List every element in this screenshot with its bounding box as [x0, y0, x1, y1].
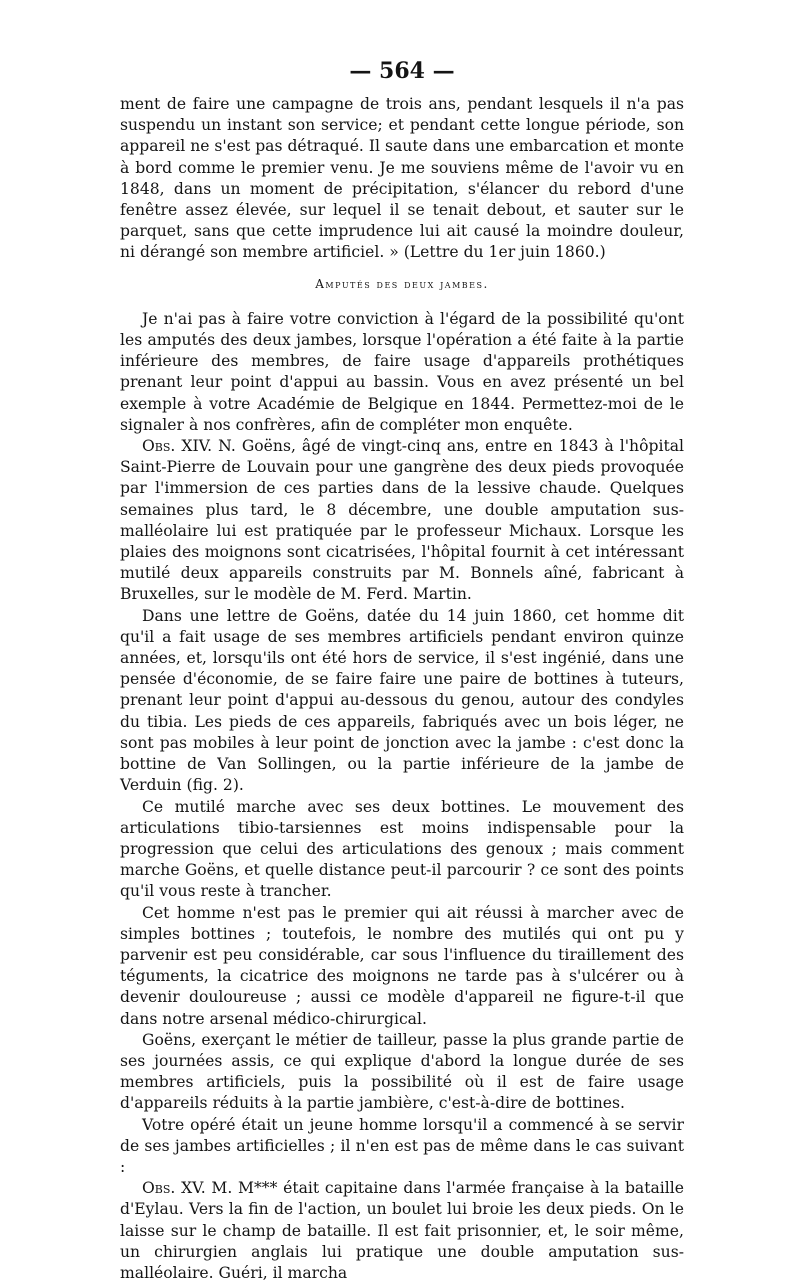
paragraph-obs-xiv — [120, 436, 684, 606]
paragraph-text: M. M*** était capitaine dans l'armée française à la bataille d'Eylau. Vers la fin de l'action, un boulet lui broie les deux pieds. On le laisse sur le champ de bataille. Il est fait prisonnier, et, le soir même, un chirurgien anglais lui pratique une double amputation sus-malléolaire. Guéri, il marcha — [120, 1179, 684, 1282]
paragraph-obs-xv — [120, 1178, 684, 1284]
paragraph-intro: Je n'ai pas à faire votre conviction à l'égard de la possibilité qu'ont les amputés des deux jambes, lorsque l'opération a été faite à la partie inférieure des membres, de faire usage d'appareils prothétiques prenant leur point d'appui au bassin. Vous en avez présenté un bel exemple à votre Académie de Belgique en 1844. Permettez-moi de le signaler à nos confrères, afin de compléter mon enquête. — [120, 309, 684, 434]
paragraph-bottines: Cet homme n'est pas le premier qui ait réussi à marcher avec de simples bottines ; toutefois, le nombre des mutilés qui ont pu y parvenir est peu considérable, car sous l'influence du tiraillement des téguments, la cicatrice des moignons ne tarde pas à s'ulcérer ou à devenir douloureuse ; aussi ce modèle d'appareil ne figure-t-il que dans notre arsenal médico-chirurgical. — [120, 903, 684, 1028]
book-page — [120, 56, 684, 1284]
observation-label: Obs. XV. — [142, 1179, 206, 1198]
paragraph-continuation: ment de faire une campagne de trois ans, pendant lesquels il n'a pas suspendu un instant son service; et pendant cette longue période, son appareil ne s'est pas détraqué. Il saute dans une embarcation et monte à bord comme le premier venu. Je me souviens même de l'avoir vu en 1848, dans un moment de précipitation, s'élancer du rebord d'une fenêtre assez élevée, sur lequel il se tenait debout, et sauter sur le parquet, sans que cette imprudence lui ait causé la moindre douleur, ni dérangé son membre artificiel. » (Lettre du 1er juin 1860.) — [120, 95, 684, 262]
paragraph-walking: Ce mutilé marche avec ses deux bottines. Le mouvement des articulations tibio-tarsiennes est moins indispensable pour la progression que celui des articulations des genoux ; mais comment marche Goëns, et quelle distance peut-il parcourir ? ce sont des points qu'il vous reste à trancher. — [120, 797, 684, 901]
paragraph-transition: Votre opéré était un jeune homme lorsqu'il a commencé à se servir de ses jambes artificielles ; il n'en est pas de même dans le cas suivant : — [120, 1115, 684, 1176]
paragraph-text: N. Goëns, âgé de vingt-cinq ans, entre en 1843 à l'hôpital Saint-Pierre de Louvain pour une gangrène des deux pieds provoquée par l'immersion de ces parties dans de la lessive chaude. Quelques semaines plus tard, le 8 décembre, une double amputation sus-malléolaire lui est pratiquée par le professeur Michaux. Lorsque les plaies des moignons sont cicatrisées, l'hôpital fournit à cet intéressant mutilé deux appareils construits par M. Bonnels aîné, fabricant à Bruxelles, sur le modèle de M. Ferd. Martin. — [120, 437, 684, 604]
page-body — [120, 94, 684, 1284]
observation-label: Obs. XIV. — [142, 437, 213, 456]
page-number: — 564 — — [349, 58, 455, 84]
paragraph-letter: Dans une lettre de Goëns, datée du 14 juin 1860, cet homme dit qu'il a fait usage de ses membres artificiels pendant environ quinze années, et, lorsqu'ils ont été hors de service, il s'est ingénié, dans une pensée d'économie, de se faire faire une paire de bottines à tuteurs, prenant leur point d'appui au-dessous du genou, autour des condyles du tibia. Les pieds de ces appareils, fabriqués avec un bois léger, ne sont pas mobiles à leur point de jonction avec la jambe : c'est donc la bottine de Van Sollingen, ou la partie inférieure de la jambe de Verduin (fig. 2). — [120, 606, 684, 795]
paragraph-tailor: Goëns, exerçant le métier de tailleur, passe la plus grande partie de ses journées assis, ce qui explique d'abord la longue durée de ses membres artificiels, puis la possibilité où il est de faire usage d'appareils réduits à la partie jambière, c'est-à-dire de bottines. — [120, 1030, 684, 1113]
section-heading: Amputés des deux jambes. — [315, 276, 489, 291]
